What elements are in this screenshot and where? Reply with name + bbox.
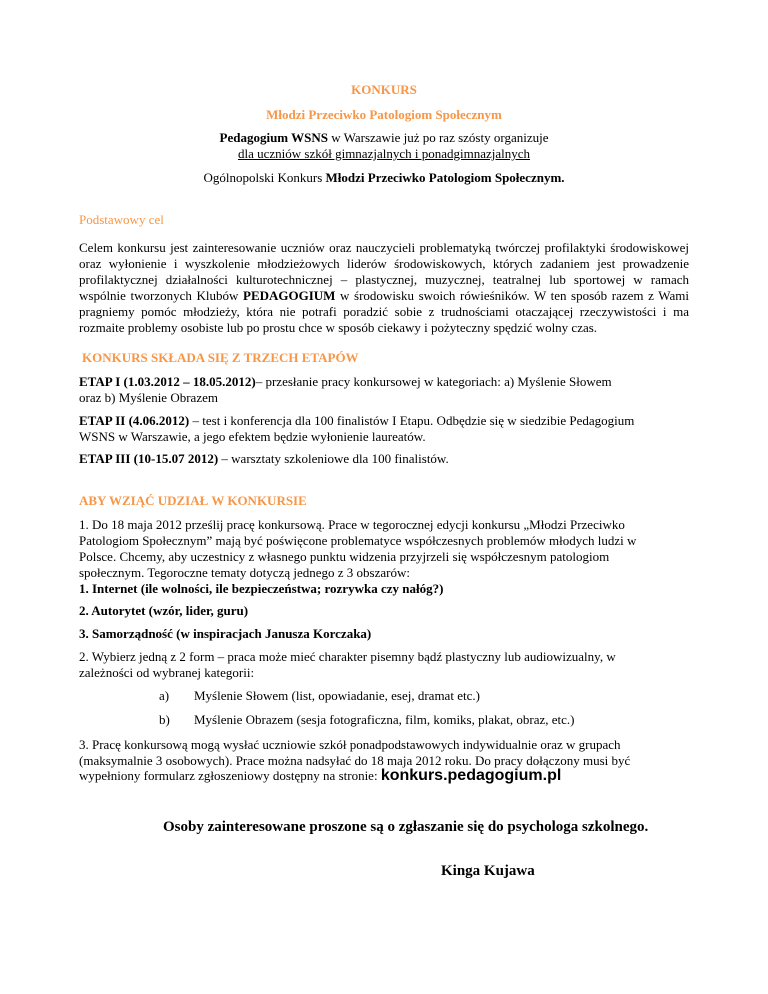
step-1-line: Patologiom Społecznym” mają być poświęcone problematyce współczesnych problemów młodych ludzi w [79,533,637,548]
topic-internet: 1. Internet (ile wolności, ile bezpieczeństwa; rozrywka czy nałóg?) [79,581,444,596]
stage-2-line2: WSNS w Warszawie, a jego efektem będzie wyłonienie laureatów. [79,429,426,444]
stage-2-line1 [79,413,634,429]
contest-name-prefix: Ogólnopolski Konkurs [203,170,326,185]
stage-2-title: ETAP II (4.06.2012) [79,413,190,428]
contest-name-line [0,170,768,186]
stage-3-desc: – warsztaty szkoleniowe dla 100 finalistów. [218,451,449,466]
organizer-name: Pedagogium WSNS [219,130,328,145]
step-1-line: społecznym. Tegoroczne tematy dotyczą jednego z 3 obszarów: [79,565,410,580]
contest-subtitle: Młodzi Przeciwko Patologiom Społecznym [266,107,502,122]
stage-1-line1 [79,374,612,390]
contest-website-link[interactable]: konkurs.pedagogium.pl [380,767,562,784]
organizer-line-text: w Warszawie już po raz szósty organizuje [328,130,549,145]
step-1-line: 1. Do 18 maja 2012 prześlij pracę konkursową. Prace w tegorocznej edycji konkursu „Młodzi Przeciwko [79,517,625,532]
stage-3-line [79,451,449,467]
stage-1-desc: – przesłanie pracy konkursowej w kategoriach: a) Myślenie Słowem [255,374,612,389]
stage-1-line2: oraz b) Myślenie Obrazem [79,390,218,405]
target-audience: dla uczniów szkół gimnazjalnych i ponadgimnazjalnych [237,146,531,161]
goal-text-b: w środowisku swoich rówieśników. W ten sposób razem z Wami pragniemy pomóc młodzieży, która nie potrafi poradzić sobie z trudnościami otaczającej rzeczywistości i ma rozmaite problemy osobiste lub po prostu chce w sposób ciekawy i pożyteczny spędzić wolny czas. [79,288,689,335]
stages-heading: KONKURS SKŁADA SIĘ Z TRZECH ETAPÓW [82,350,359,365]
step-3-line3 [79,768,561,784]
stage-1-title: ETAP I (1.03.2012 – 18.05.2012) [79,374,256,389]
form-image-thinking: Myślenie Obrazem (sesja fotograficzna, film, komiks, plakat, obraz, etc.) [194,712,575,727]
participation-heading: ABY WZIĄĆ UDZIAŁ W KONKURSIE [79,493,307,508]
step-3-line1: 3. Pracę konkursową mogą wysłać uczniowie szkół ponadpodstawowych indywidualnie oraz w grupach [79,737,621,752]
form-word-thinking: Myślenie Słowem (list, opowiadanie, esej, dramat etc.) [194,688,480,703]
stage-3-title: ETAP III (10-15.07 2012) [79,451,219,466]
step-2-line1: 2. Wybierz jedną z 2 form – praca może mieć charakter pisemny bądź plastyczny lub audiowizualny, w [79,649,616,664]
form-marker: a) [159,688,170,703]
form-marker: b) [159,712,170,727]
goal-paragraph [79,240,689,336]
topic-authority: 2. Autorytet (wzór, lider, guru) [79,603,249,618]
goal-text-a: Celem konkursu jest zainteresowanie uczniów oraz nauczycieli problematyką twórczej profilaktyki środowiskowej oraz wyłonienie i wyszkolenie młodzieżowych liderów środowiskowych, których zadaniem jest prowadzenie profilaktycznej działalności kulturotechnicznej – plastycznej, muzycznej, teatralnej lub sportowej w ramach wspólnie tworzonych Klubów [79,240,689,303]
pedagogium-club: PEDAGOGIUM [243,288,336,303]
target-audience-line [0,146,768,162]
step-1-line: Polsce. Chcemy, aby uczestnicy z własnego punktu widzenia przyjrzeli się współczesnym patologiom [79,549,610,564]
signature: Kinga Kujawa [441,863,535,879]
topic-self-government: 3. Samorządność (w inspiracjach Janusza Korczaka) [79,626,372,641]
contest-name: Młodzi Przeciwko Patologiom Społecznym. [325,170,565,185]
step-3-line2: (maksymalnie 3 osobowych). Prace można nadsyłać do 18 maja 2012 roku. Do pracy dołączony musi być [79,753,631,768]
contact-note: Osoby zainteresowane proszone są o zgłaszanie się do psychologa szkolnego. [163,819,649,835]
stage-2-desc: – test i konferencja dla 100 finalistów I Etapu. Odbędzie się w siedzibie Pedagogium [189,413,635,428]
organizer-line [0,130,768,146]
contest-title: KONKURS [351,82,417,97]
step-3-text: wypełniony formularz zgłoszeniowy dostępny na stronie: [79,768,381,783]
goal-heading: Podstawowy cel [79,212,164,227]
step-2-line2: zależności od wybranej kategorii: [79,665,255,680]
